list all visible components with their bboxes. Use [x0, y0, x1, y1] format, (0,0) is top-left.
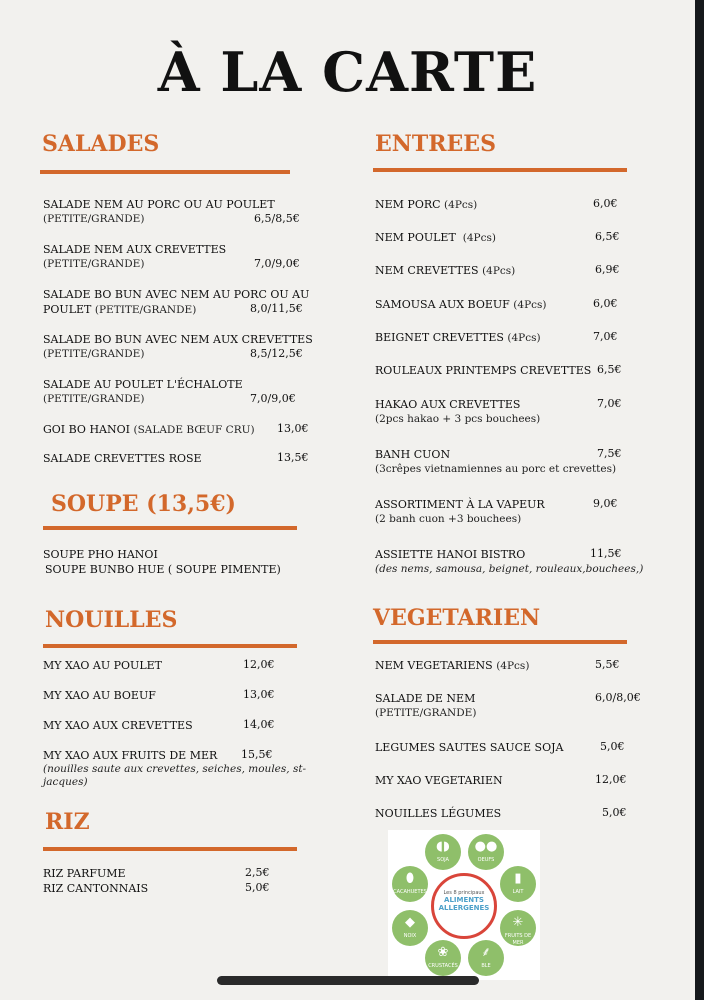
item-price: 6,9€	[595, 263, 620, 276]
soupe-divider	[43, 526, 297, 530]
menu-item: RIZ PARFUME	[43, 867, 126, 880]
menu-item: LEGUMES SAUTES SAUCE SOJA	[375, 741, 564, 754]
page-title: À LA CARTE	[157, 40, 538, 104]
menu-item: NEM PORC (4Pcs)	[375, 198, 478, 211]
item-price: 14,0€	[243, 718, 275, 731]
item-price: 8,0/11,5€	[250, 302, 303, 315]
menu-item: MY XAO AU POULET	[43, 659, 162, 672]
menu-item: ASSIETTE HANOI BISTRO (des nems, samousa, beignet, rouleaux,bouchees,)	[375, 548, 644, 575]
menu-item: SALADE NEM AU PORC OU AU POULET (PETITE/GRANDE)	[43, 198, 275, 225]
item-price: 5,0€	[602, 806, 627, 819]
item-price: 6,0€	[593, 297, 618, 310]
item-price: 12,0€	[243, 658, 275, 671]
item-price: 7,0/9,0€	[250, 392, 296, 405]
soupe-heading: SOUPE (13,5€)	[51, 491, 236, 517]
menu-item: SALADE NEM AUX CREVETTES (PETITE/GRANDE)	[43, 243, 227, 270]
fish-icon: ✳ FRUITS DE MER	[500, 910, 536, 946]
nouilles-heading: NOUILLES	[45, 607, 178, 633]
salades-divider	[40, 170, 290, 174]
vegetarien-heading: VEGETARIEN	[373, 605, 541, 631]
item-price: 6,5/8,5€	[254, 212, 300, 225]
riz-heading: RIZ	[45, 809, 90, 835]
item-price: 9,0€	[593, 497, 618, 510]
item-price: 6,0€	[593, 197, 618, 210]
riz-divider	[43, 847, 297, 851]
shrimp-icon: ❀ CRUSTACÉS	[425, 940, 461, 976]
menu-item: MY XAO VEGETARIEN	[375, 774, 503, 787]
menu-item: SAMOUSA AUX BOEUF (4Pcs)	[375, 298, 547, 311]
menu-item: MY XAO AUX FRUITS DE MER (nouilles saute aux crevettes, seiches, moules, st- jacques)	[43, 749, 307, 788]
menu-item: HAKAO AUX CREVETTES (2pcs hakao + 3 pcs bouchees)	[375, 398, 541, 425]
menu-item: MY XAO AU BOEUF	[43, 689, 156, 702]
nouilles-divider	[43, 644, 297, 648]
item-price: 6,5€	[597, 363, 622, 376]
item-price: 13,5€	[277, 451, 309, 464]
egg-icon: ●● OEUFS	[468, 834, 504, 870]
menu-item: NEM POULET (4Pcs)	[375, 231, 496, 244]
menu-item: SALADE BO BUN AVEC NEM AUX CREVETTES (PETITE/GRANDE)	[43, 333, 313, 360]
menu-item: SOUPE PHO HANOI SOUPE BUNBO HUE ( SOUPE PIMENTE)	[43, 548, 281, 576]
allergens-center: Les 8 principaux ALIMENTS ALLERGENES	[431, 873, 497, 939]
allergens-chart	[388, 830, 540, 980]
menu-item: BANH CUON (3crêpes vietnamiennes au porc et crevettes)	[375, 448, 617, 475]
menu-item: RIZ CANTONNAIS	[43, 882, 149, 895]
item-price: 12,0€	[595, 773, 627, 786]
menu-item: SALADE AU POULET L'ÉCHALOTE (PETITE/GRANDE)	[43, 378, 243, 405]
menu-item: BEIGNET CREVETTES (4Pcs)	[375, 331, 541, 344]
item-price: 15,5€	[241, 748, 273, 761]
item-price: 5,0€	[245, 881, 270, 894]
menu-item: MY XAO AUX CREVETTES	[43, 719, 193, 732]
salades-heading: SALADES	[42, 131, 160, 157]
entrees-heading: ENTREES	[375, 131, 496, 157]
menu-item: GOI BO HANOI (SALADE BŒUF CRU)	[43, 423, 255, 436]
item-price: 13,0€	[277, 422, 309, 435]
item-price: 7,5€	[597, 447, 622, 460]
item-price: 6,0/8,0€	[595, 691, 641, 704]
menu-item: NOUILLES LÉGUMES	[375, 807, 502, 820]
milk-icon: ▮ LAIT	[500, 866, 536, 902]
item-price: 6,5€	[595, 230, 620, 243]
item-price: 7,0/9,0€	[254, 257, 300, 270]
entrees-divider	[373, 168, 627, 172]
vegetarien-divider	[373, 640, 627, 644]
menu-item: SALADE DE NEM (PETITE/GRANDE)	[375, 692, 477, 719]
soy-icon: ◖◗ SOJA	[425, 834, 461, 870]
menu-item: ASSORTIMENT À LA VAPEUR (2 banh cuon +3 bouchees)	[375, 498, 545, 525]
wheat-icon: ⸙ BLE	[468, 940, 504, 976]
home-indicator[interactable]	[217, 976, 479, 985]
menu-item: SALADE BO BUN AVEC NEM AU PORC OU AU POULET (PETITE/GRANDE)	[43, 288, 310, 316]
peanut-icon: ⬮ CACAHUETES	[392, 866, 428, 902]
item-price: 11,5€	[590, 547, 622, 560]
item-price: 5,0€	[600, 740, 625, 753]
menu-item: ROULEAUX PRINTEMPS CREVETTES	[375, 364, 592, 377]
item-price: 7,0€	[593, 330, 618, 343]
item-price: 2,5€	[245, 866, 270, 879]
item-price: 8,5/12,5€	[250, 347, 303, 360]
item-price: 13,0€	[243, 688, 275, 701]
menu-item: SALADE CREVETTES ROSE	[43, 452, 202, 465]
item-price: 5,5€	[595, 658, 620, 671]
menu-item: NEM CREVETTES (4Pcs)	[375, 264, 516, 277]
nut-icon: ◆ NOIX	[392, 910, 428, 946]
menu-item: NEM VEGETARIENS (4Pcs)	[375, 659, 530, 672]
item-price: 7,0€	[597, 397, 622, 410]
